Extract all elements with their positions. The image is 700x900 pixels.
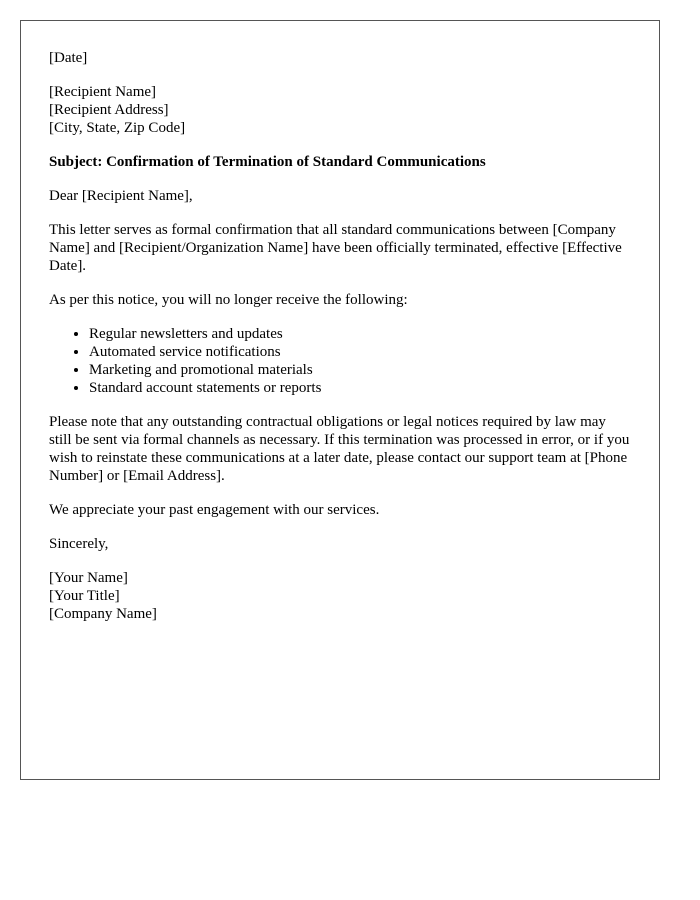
list-item: • Automated service notifications <box>89 343 631 361</box>
signature-name: [Your Name] <box>49 570 128 586</box>
list-item: • Regular newsletters and updates <box>89 325 631 343</box>
terminated-items-list <box>49 325 631 397</box>
paragraph-confirmation: This letter serves as formal confirmation that all standard communications between [Company Name] and [Recipient/Organization Name] have been officially terminated, effective [Effective Date]. <box>49 222 622 274</box>
letter-date: [Date] <box>49 50 88 66</box>
letter-greeting: Dear [Recipient Name], <box>49 188 193 204</box>
letter-subject: Subject: Confirmation of Termination of Standard Communications <box>49 154 486 170</box>
recipient-address: [Recipient Address] <box>49 102 169 118</box>
signature-title: [Your Title] <box>49 588 120 604</box>
letter-page <box>20 20 660 780</box>
recipient-city: [City, State, Zip Code] <box>49 120 186 136</box>
paragraph-appreciation: We appreciate your past engagement with our services. <box>49 502 380 518</box>
paragraph-obligations: Please note that any outstanding contractual obligations or legal notices required by law may still be sent via formal channels as necessary. If this termination was processed in error, or if you wish to reinstate these communications at a later date, please contact our support team at [Phone Number] or [Email Address]. <box>49 414 630 484</box>
letter-closing: Sincerely, <box>49 536 109 552</box>
recipient-block <box>49 83 631 137</box>
recipient-name: [Recipient Name] <box>49 84 157 100</box>
paragraph-notice: As per this notice, you will no longer receive the following: <box>49 292 408 308</box>
signature-company: [Company Name] <box>49 606 157 622</box>
list-item: • Standard account statements or reports <box>89 379 631 397</box>
signature-block <box>49 569 631 623</box>
list-item: • Marketing and promotional materials <box>89 361 631 379</box>
